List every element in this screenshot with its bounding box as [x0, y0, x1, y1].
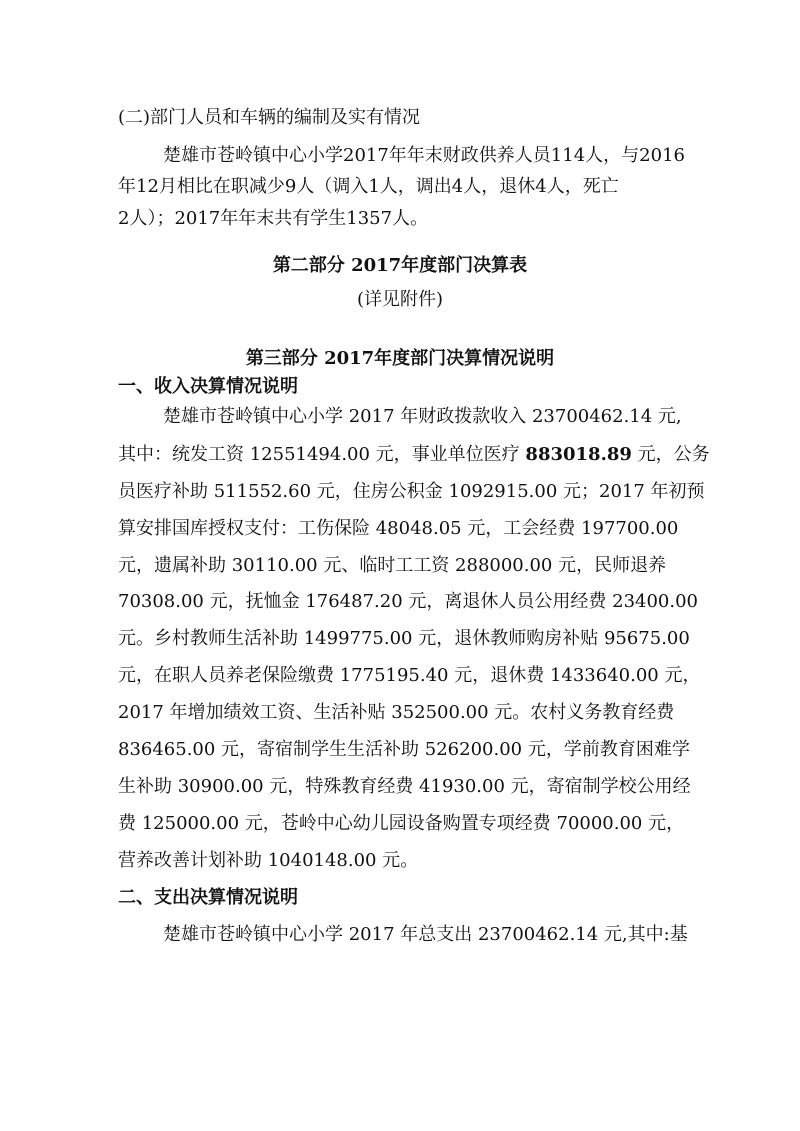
- income-line-2: [118, 443, 710, 467]
- income-line-9: 2017 年增加绩效工资、生活补贴 352500.00 元。农村义务教育经费: [118, 702, 675, 723]
- income-line-3: 员医疗补助 511552.60 元，住房公积金 1092915.00 元；2017 年初预: [118, 481, 705, 502]
- income-line-7: 元。乡村教师生活补助 1499775.00 元，退休教师购房补贴 95675.00: [118, 628, 690, 649]
- part-two-note: (详见附件): [356, 289, 444, 310]
- personnel-heading: (二)部门人员和车辆的编制及实有情况: [118, 107, 421, 128]
- income-line-8: 元，在职人员养老保险缴费 1775195.40 元，退休费 1433640.00 元，: [118, 665, 701, 686]
- personnel-line-1: 楚雄市苍岭镇中心小学2017年年末财政供养人员114人，与2016: [163, 145, 685, 166]
- expenditure-line-1: 楚雄市苍岭镇中心小学 2017 年总支出 23700462.14 元,其中:基: [163, 924, 688, 945]
- income-line-11: 生补助 30900.00 元，特殊教育经费 41930.00 元，寄宿制学校公用经: [118, 776, 691, 797]
- income-line-1: 楚雄市苍岭镇中心小学 2017 年财政拨款收入 23700462.14 元,: [163, 406, 682, 427]
- income-line-6: 70308.00 元，抚恤金 176487.20 元，离退休人员公用经费 23400.00: [118, 591, 698, 612]
- income-heading: 一、收入决算情况说明: [118, 376, 298, 397]
- personnel-line-3: 2人）；2017年年末共有学生1357人。: [118, 208, 429, 229]
- expenditure-heading: 二、支出决算情况说明: [118, 887, 298, 908]
- income-line-13: 营养改善计划补助 1040148.00 元。: [118, 850, 419, 871]
- income-line-5: 元，遗属补助 30110.00 元、临时工工资 288000.00 元，民师退养: [118, 555, 667, 576]
- income-line-4: 算安排国库授权支付：工伤保险 48048.05 元，工会经费 197700.00: [118, 518, 679, 539]
- income-line-2-bold-value: 883018.89: [525, 444, 632, 465]
- part-three-title: 第三部分 2017年度部门决算情况说明: [245, 348, 555, 369]
- part-two-title: 第二部分 2017年度部门决算表: [272, 255, 528, 276]
- income-line-2-pre: 其中：统发工资 12551494.00 元，事业单位医疗: [118, 444, 526, 465]
- income-line-10: 836465.00 元，寄宿制学生生活补助 526200.00 元，学前教育困难学: [118, 739, 690, 760]
- personnel-line-2: 年12月相比在职减少9人（调入1人，调出4人，退休4人，死亡: [118, 176, 619, 197]
- income-line-12: 费 125000.00 元，苍岭中心幼儿园设备购置专项经费 70000.00 元，: [118, 813, 685, 834]
- income-line-2-post: 元，公务: [631, 444, 710, 465]
